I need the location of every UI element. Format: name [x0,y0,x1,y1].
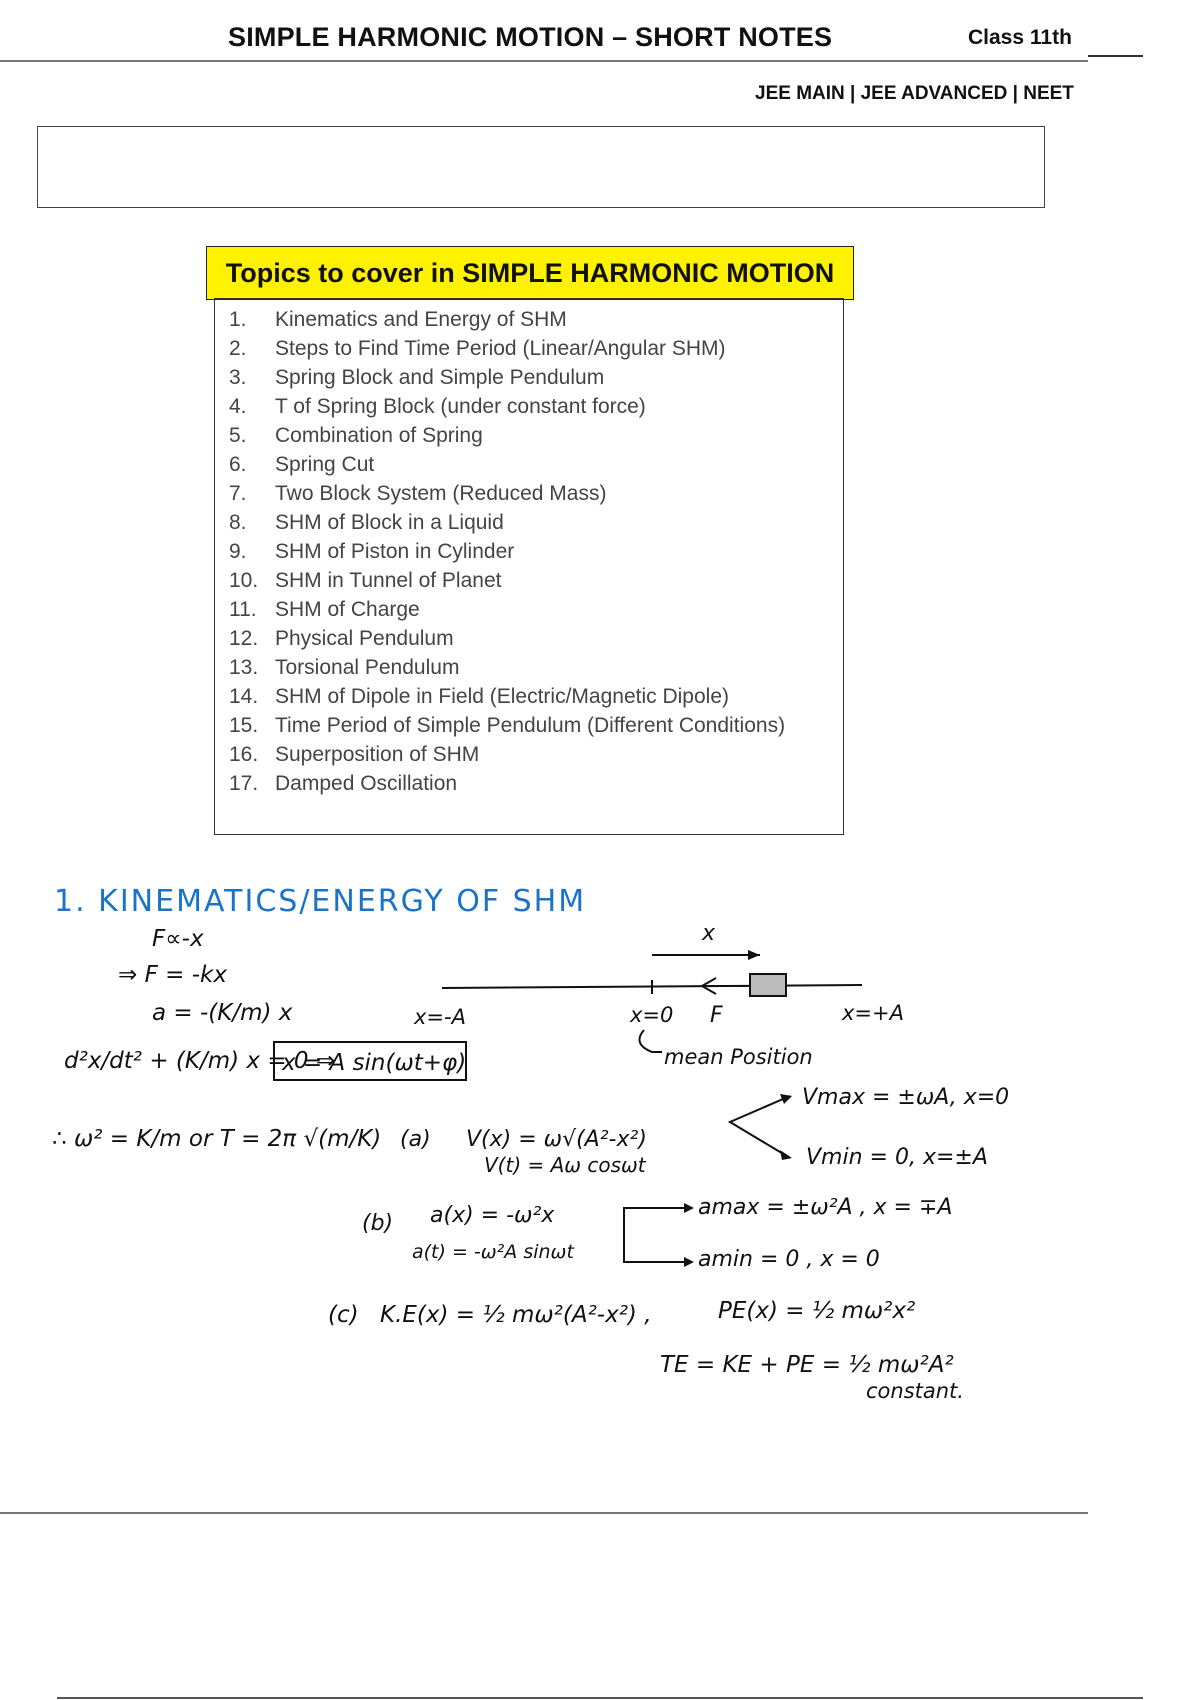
topic-number: 6. [229,452,247,476]
topic-text: T of Spring Block (under constant force) [275,394,646,418]
topics-heading: Topics to cover in SIMPLE HARMONIC MOTION [206,246,854,300]
page-footer-line [57,1697,1143,1699]
topic-number: 8. [229,510,247,534]
topic-number: 11. [229,597,257,621]
topic-text: Damped Oscillation [275,771,458,795]
page-title: SIMPLE HARMONIC MOTION – SHORT NOTES [228,22,833,52]
exam-tags: JEE MAIN | JEE ADVANCED | NEET [755,83,1074,104]
acceleration-x: a(x) = -ω²x [430,1203,555,1228]
block [750,974,786,996]
shm-diagram [413,921,904,1069]
topic-text: Torsional Pendulum [275,655,460,679]
eq-solution: x = A sin(ωt+φ) [282,1050,467,1076]
topic-text: Time Period of Simple Pendulum (Different Conditions) [275,713,786,737]
branch-arrowhead-bottom [780,1150,792,1160]
velocity-max: Vmax = ±ωA, x=0 [802,1085,1010,1110]
topic-number: 13. [229,655,259,679]
acceleration-min: amin = 0 , x = 0 [698,1247,880,1272]
topic-number: 15. [229,713,259,737]
topic-text: SHM in Tunnel of Planet [275,568,502,592]
topic-number: 17. [229,771,259,795]
topic-number: 10. [229,568,259,592]
section-title: 1. KINEMATICS/ENERGY OF SHM [54,884,587,919]
part-a-label: (a) [400,1127,431,1152]
velocity-branch [730,1096,790,1158]
velocity-x: V(x) = ω√(A²-x²) [466,1127,647,1152]
acc-arrowhead-top [684,1203,694,1213]
topic-number: 16. [229,742,259,766]
topic-text: Spring Block and Simple Pendulum [275,365,605,389]
topic-number: 7. [229,481,247,505]
eq-differential: d²x/dt² + (K/m) x = 0 ⇒ [64,1048,336,1074]
acceleration-t: a(t) = -ω²A sinωt [412,1241,574,1263]
topic-text: SHM of Dipole in Field (Electric/Magnetic Dipole) [275,684,729,708]
topic-text: Steps to Find Time Period (Linear/Angular SHM) [275,336,726,360]
topic-text: SHM of Piston in Cylinder [275,539,515,563]
eq-force-proportional: F∝-x [152,926,204,952]
topic-text: SHM of Charge [275,597,420,621]
velocity-min: Vmin = 0, x=±A [806,1145,988,1170]
eq-acceleration: a = -(K/m) x [152,1000,293,1026]
topic-number: 5. [229,423,247,447]
section-bottom-divider [0,1512,1088,1514]
acc-arrowhead-bottom [684,1257,694,1267]
mean-label: x=0 [630,1003,674,1027]
diagram-x-label: x [702,921,716,946]
part-b-label: (b) [362,1211,394,1236]
topic-number: 3. [229,365,247,389]
acceleration-branch [624,1208,690,1262]
topic-text: Kinematics and Energy of SHM [275,307,567,331]
total-energy: TE = KE + PE = ½ mω²A² [660,1352,954,1378]
energy-constant: constant. [866,1379,964,1403]
topic-number: 12. [229,626,259,650]
mean-position-label: mean Position [664,1045,813,1069]
topic-text: Combination of Spring [275,423,483,447]
topic-text: Spring Cut [275,452,375,476]
mean-pointer [640,1030,663,1052]
right-extreme-label: x=+A [842,1001,904,1025]
displacement-arrowhead [748,950,760,960]
topic-number: 2. [229,336,247,360]
topic-number: 14. [229,684,259,708]
left-extreme-label: x=-A [414,1005,466,1029]
topic-number: 9. [229,539,247,563]
potential-energy: PE(x) = ½ mω²x² [718,1298,916,1324]
topic-text: Superposition of SHM [275,742,480,766]
topic-text: Two Block System (Reduced Mass) [275,481,607,505]
part-c-label: (c) [328,1302,359,1328]
topic-number: 1. [229,307,247,331]
eq-force-hooke: ⇒ F = -kx [118,962,227,988]
velocity-t: V(t) = Aω cosωt [484,1153,646,1177]
topic-text: SHM of Block in a Liquid [275,510,504,534]
kinetic-energy: K.E(x) = ½ mω²(A²-x²) , [380,1302,652,1328]
topic-text: Physical Pendulum [275,626,454,650]
acceleration-max: amax = ±ω²A , x = ∓A [698,1195,953,1220]
class-label: Class 11th [968,26,1072,49]
topic-number: 4. [229,394,247,418]
eq-omega-period: ∴ ω² = K/m or T = 2π √(m/K) [52,1126,382,1152]
force-label: F [710,1003,723,1028]
